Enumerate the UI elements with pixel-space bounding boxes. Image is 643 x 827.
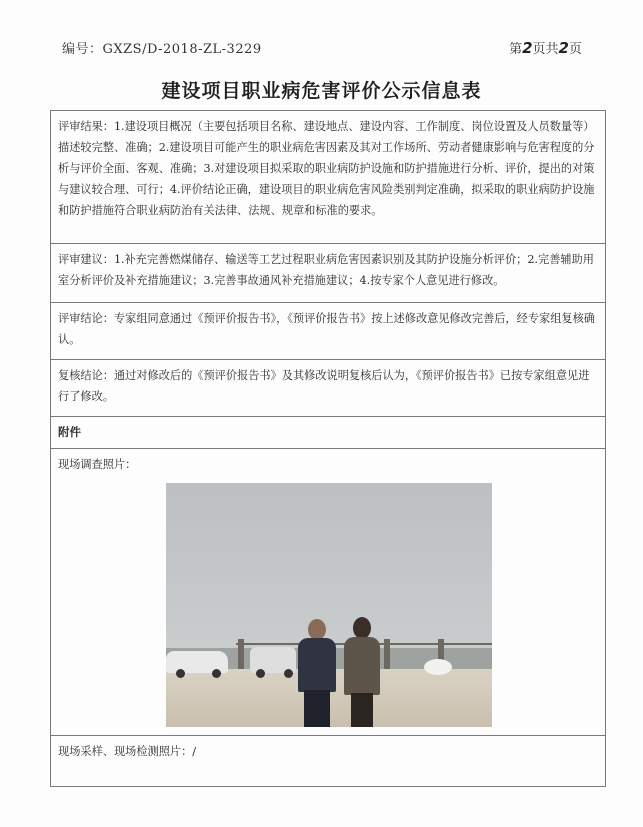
photo-fence-post	[238, 639, 244, 669]
photo-person-head	[353, 617, 371, 639]
photo-fence-post	[384, 639, 390, 669]
table-row	[51, 111, 606, 244]
photo-person-body	[298, 638, 336, 692]
site-survey-photo	[166, 483, 492, 727]
document-title: 建设项目职业病危害评价公示信息表	[161, 80, 482, 102]
recheck-conclusion-text: 复核结论：通过对修改后的《预评价报告书》及其修改说明复核后认为，《预评价报告书》已按专家组意见进行了修改。	[58, 369, 590, 403]
table-row	[51, 360, 606, 417]
info-table	[50, 110, 606, 787]
photo-sky	[166, 483, 492, 648]
recheck-conclusion-cell	[51, 360, 606, 417]
review-suggestion-text: 评审建议：1.补充完善燃煤储存、输送等工艺过程职业病危害因素识别及其防护设施分析评价；2.完善辅助用室分析评价及补充措施建议；3.完善事故通风补充措施建议；4.按专家个人意见进行修改。	[58, 253, 594, 287]
review-result-text: 评审结果：1.建设项目概况（主要包括项目名称、建设地点、建设内容、工作制度、岗位设置及人员数量等）描述较完整、准确；2.建设项目可能产生的职业病危害因素及其对工作场所、劳动者健康影响与危害程度的分析与评价全面、客观、准确；3.对建设项目拟采取的职业病防护设施和防护措施进行分析、评价，提出的对策与建议较合理、可行；4.评价结论正确，建设项目的职业病危害风险类别判定准确，拟采取的职业病防护设施和防护措施符合职业病防治有关法律、法规、规章和标准的要求。	[58, 120, 595, 217]
photo-tank	[424, 659, 452, 675]
photo-person-body	[344, 637, 380, 695]
sampling-photo-cell	[51, 736, 606, 787]
page-counter	[509, 38, 582, 57]
review-conclusion-cell	[51, 303, 606, 360]
review-conclusion-text: 评审结论：专家组同意通过《预评价报告书》，《预评价报告书》按上述修改意见修改完善后，经专家组复核确认。	[58, 312, 595, 346]
document-code: 编号：GXZS/D-2018-ZL-3229	[62, 42, 262, 57]
photo-car-wheel	[256, 669, 265, 678]
page-header	[62, 38, 582, 57]
site-photo-label: 现场调查照片：	[58, 458, 137, 471]
table-row	[51, 303, 606, 360]
table-row	[51, 449, 606, 736]
review-suggestion-cell	[51, 244, 606, 303]
table-row	[51, 417, 606, 449]
photo-person-legs	[304, 690, 330, 727]
page-prefix: 第	[509, 42, 523, 57]
photo-person-head	[308, 619, 326, 640]
page-middle: 页共	[532, 42, 559, 57]
photo-car-wheel	[284, 669, 293, 678]
photo-car-wheel	[212, 669, 221, 678]
annex-heading-cell	[51, 417, 606, 449]
review-result-cell	[51, 111, 606, 244]
page-current-number: 2	[522, 39, 533, 57]
photo-car-wheel	[176, 669, 185, 678]
sampling-photo-label: 现场采样、现场检测照片：/	[58, 745, 197, 758]
page-suffix: 页	[568, 42, 582, 57]
table-row	[51, 244, 606, 303]
table-row	[51, 736, 606, 787]
annex-heading: 附件	[58, 425, 81, 439]
page-total-number: 2	[558, 39, 569, 57]
site-photo-cell	[51, 449, 606, 736]
photo-person-legs	[351, 693, 373, 727]
